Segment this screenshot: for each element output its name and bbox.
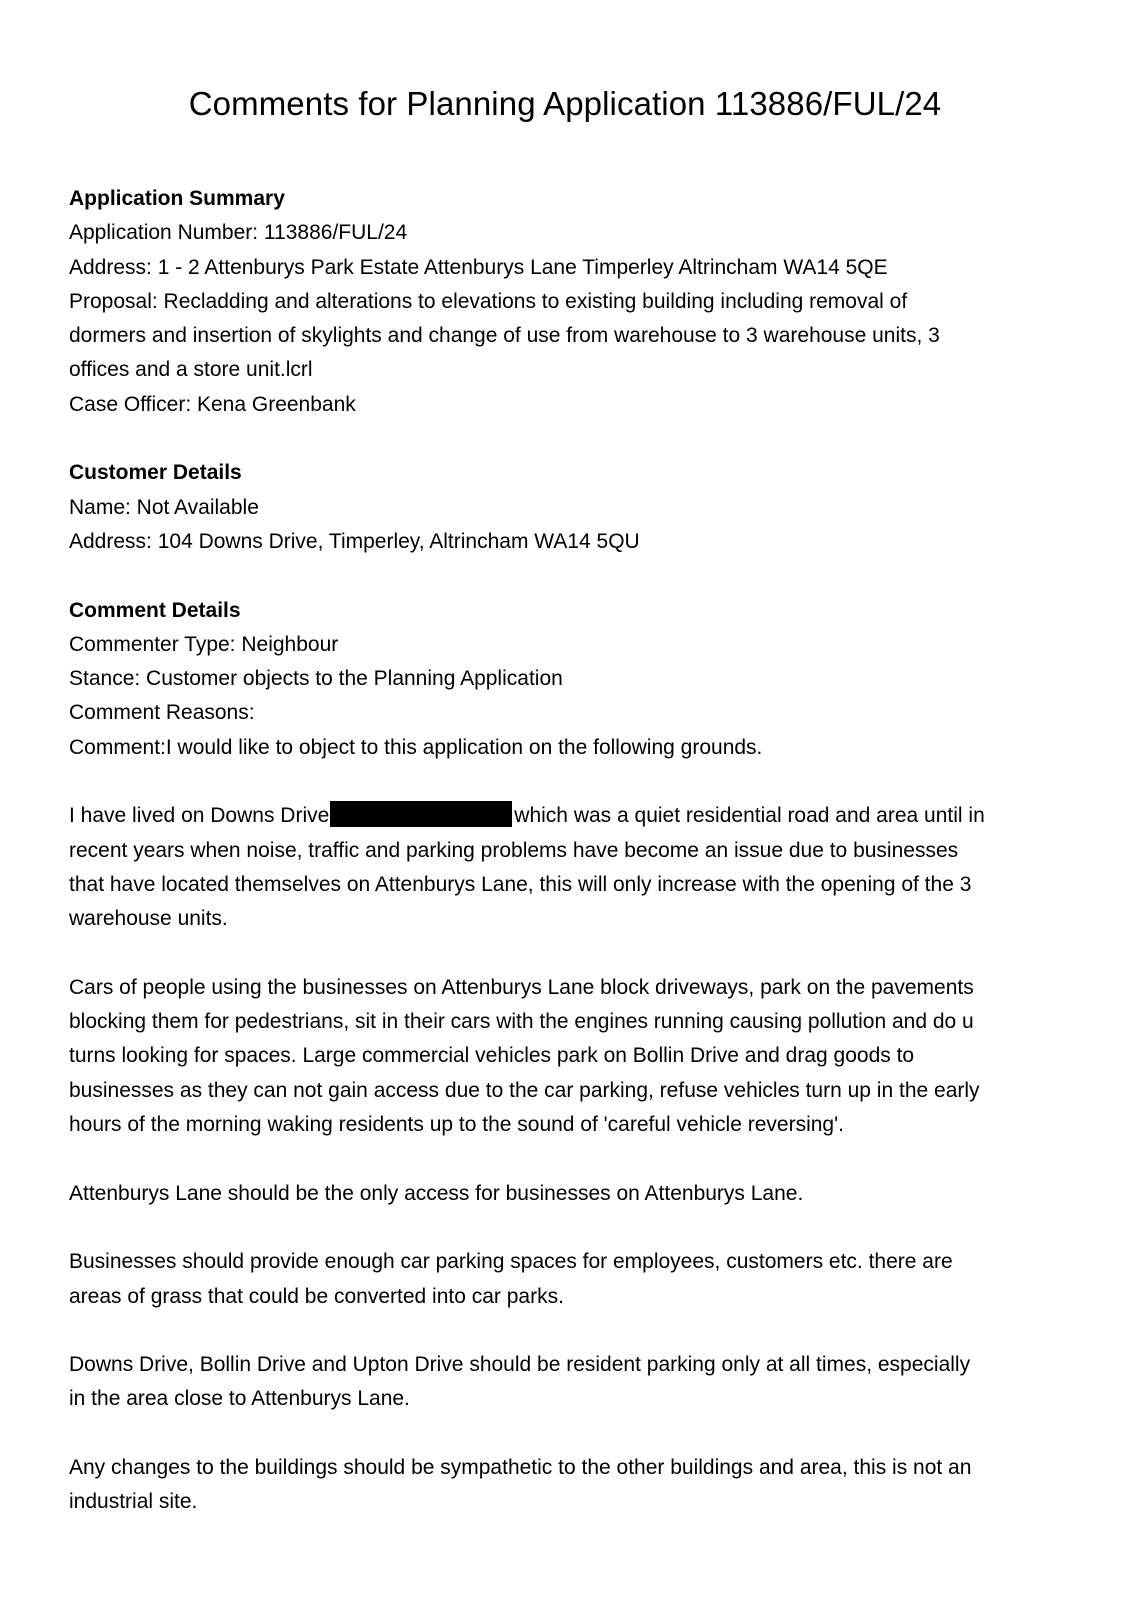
spacer	[69, 559, 1069, 593]
comment-intro: Comment:I would like to object to this application on the following grounds.	[69, 735, 763, 759]
customer-details-section	[69, 456, 1069, 559]
paragraph-line: industrial site.	[69, 1490, 198, 1514]
commenter-type: Commenter Type: Neighbour	[69, 632, 339, 656]
comment-reasons: Comment Reasons:	[69, 701, 255, 725]
paragraph-text: which was a quiet residential road and area until in	[514, 804, 985, 828]
paragraph-line: blocking them for pedestrians, sit in their cars with the engines running causing pollution and do u	[69, 1010, 974, 1034]
paragraph-line: recent years when noise, traffic and parking problems have become an issue due to businesses	[69, 838, 959, 862]
proposal-line: Proposal: Recladding and alterations to elevations to existing building including removal of	[69, 289, 908, 313]
comment-paragraph	[69, 1451, 1069, 1520]
paragraph-line: that have located themselves on Attenburys Lane, this will only increase with the opening of the 3	[69, 872, 972, 896]
section-heading: Application Summary	[69, 187, 285, 210]
page-title: Comments for Planning Application 113886/FUL/24	[188, 85, 942, 122]
customer-address: Address: 104 Downs Drive, Timperley, Altrincham WA14 5QU	[69, 529, 640, 553]
spacer	[69, 1142, 1069, 1176]
paragraph-line: hours of the morning waking residents up to the sound of 'careful vehicle reversing'.	[69, 1113, 844, 1137]
comment-details-section	[69, 594, 1069, 765]
proposal-line: offices and a store unit.lcrl	[69, 358, 313, 382]
customer-name: Name: Not Available	[69, 495, 259, 519]
application-summary-section	[69, 182, 1069, 422]
comment-paragraph	[69, 1177, 1069, 1211]
paragraph-line: Attenburys Lane should be the only access for businesses on Attenburys Lane.	[69, 1181, 804, 1205]
spacer	[69, 1314, 1069, 1348]
stance: Stance: Customer objects to the Planning Application	[69, 667, 563, 691]
paragraph-line: areas of grass that could be converted into car parks.	[69, 1284, 564, 1308]
paragraph-line: warehouse units.	[69, 907, 228, 931]
paragraph-line: Cars of people using the businesses on Attenburys Lane block driveways, park on the pavements	[69, 975, 974, 999]
section-heading: Comment Details	[69, 598, 241, 622]
spacer	[69, 937, 1069, 971]
application-address: Address: 1 - 2 Attenburys Park Estate Attenburys Lane Timperley Altrincham WA14 5QE	[69, 255, 888, 279]
paragraph-line	[69, 799, 1069, 833]
spacer	[69, 422, 1069, 456]
paragraph-line: businesses as they can not gain access due to the car parking, refuse vehicles turn up in the early	[69, 1078, 980, 1102]
proposal-line: dormers and insertion of skylights and change of use from warehouse to 3 warehouse units, 3	[69, 324, 940, 348]
spacer	[69, 765, 1069, 799]
document-body	[69, 182, 1069, 1520]
comment-paragraph	[69, 971, 1069, 1142]
comment-paragraph	[69, 1348, 1069, 1417]
spacer	[69, 1211, 1069, 1245]
application-number: Application Number: 113886/FUL/24	[69, 221, 408, 245]
paragraph-line: Any changes to the buildings should be sympathetic to the other buildings and area, this is not an	[69, 1455, 972, 1479]
redaction-block	[330, 801, 512, 827]
comment-paragraph	[69, 799, 1069, 936]
paragraph-line: Downs Drive, Bollin Drive and Upton Drive should be resident parking only at all times, especially	[69, 1353, 971, 1377]
paragraph-text: I have lived on Downs Drive	[69, 804, 330, 828]
comment-paragraph	[69, 1245, 1069, 1314]
paragraph-line: Businesses should provide enough car parking spaces for employees, customers etc. there are	[69, 1250, 953, 1274]
case-officer: Case Officer: Kena Greenbank	[69, 392, 356, 416]
paragraph-line: turns looking for spaces. Large commercial vehicles park on Bollin Drive and drag goods to	[69, 1044, 915, 1068]
section-heading: Customer Details	[69, 461, 242, 485]
paragraph-line: in the area close to Attenburys Lane.	[69, 1387, 410, 1411]
spacer	[69, 1417, 1069, 1451]
